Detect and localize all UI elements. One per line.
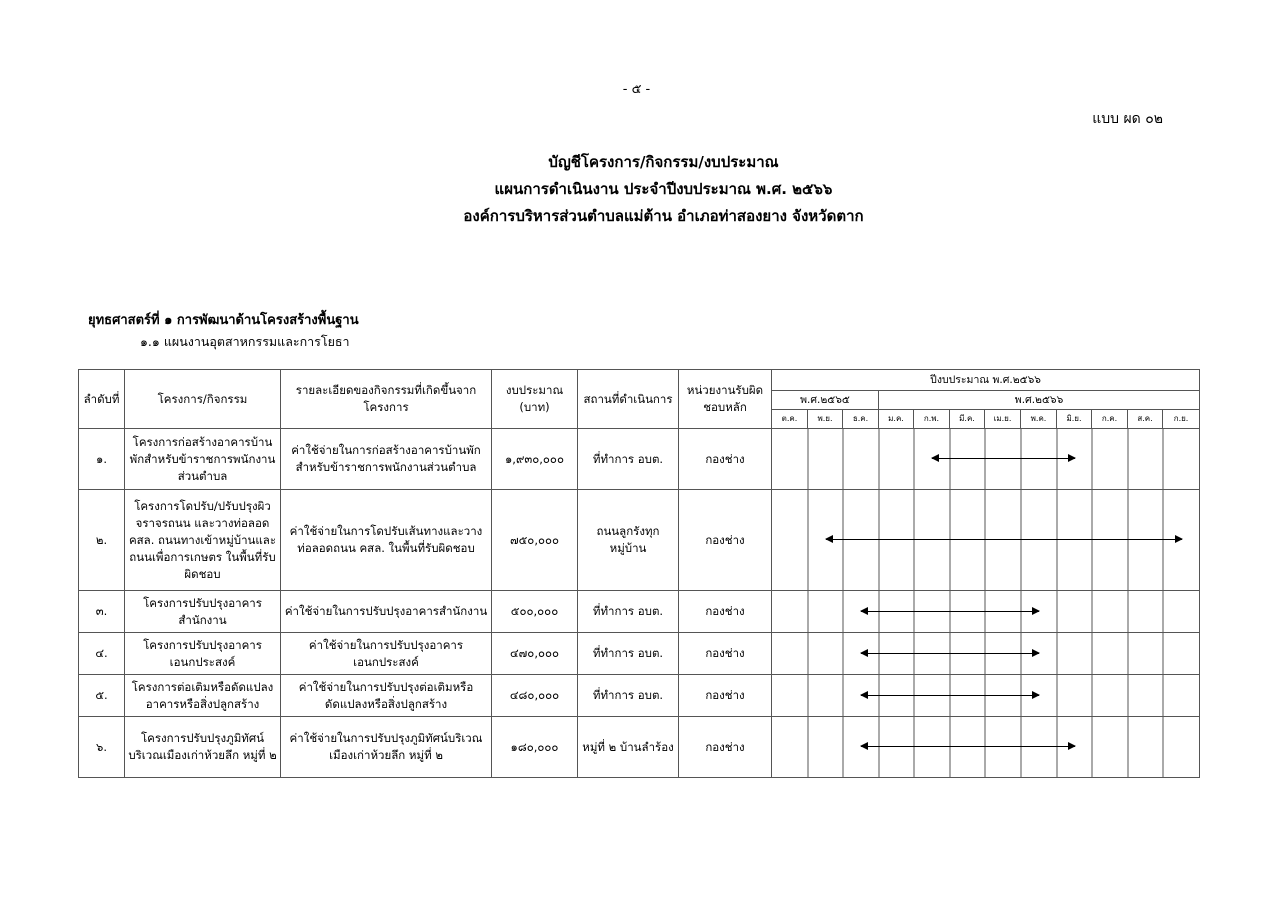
cell-budget: ๑๘๐,๐๐๐: [492, 717, 578, 778]
schedule-cell: [772, 490, 1200, 591]
header-month: ม.ค.: [879, 410, 914, 429]
cell-budget: ๑,๙๓๐,๐๐๐: [492, 429, 578, 490]
header-project: โครงการ/กิจกรรม: [125, 370, 281, 429]
cell-detail: ค่าใช้จ่ายในการปรับปรุงต่อเติมหรือดัดแปลงหรือสิ่งปลูกสร้าง: [281, 675, 492, 717]
cell-no: ๒.: [79, 490, 125, 591]
cell-budget: ๔๗๐,๐๐๐: [492, 633, 578, 675]
header-unit: หน่วยงานรับผิดชอบหลัก: [679, 370, 772, 429]
header-no: ลำดับที่: [79, 370, 125, 429]
cell-unit: กองช่าง: [679, 675, 772, 717]
cell-unit: กองช่าง: [679, 429, 772, 490]
header-month: พ.ย.: [808, 410, 843, 429]
cell-detail: ค่าใช้จ่ายในการปรับปรุงภูมิทัศน์บริเวณเมืองเก่าห้วยลึก หมู่ที่ ๒: [281, 717, 492, 778]
header-month: มิ.ย.: [1057, 410, 1092, 429]
cell-detail: ค่าใช้จ่ายในการก่อสร้างอาคารบ้านพักสำหรับข้าราชการพนักงานส่วนตำบล: [281, 429, 492, 490]
month-grid: [772, 591, 1200, 632]
header-year-2565: พ.ศ.๒๕๖๕: [772, 391, 879, 410]
table-row: [79, 490, 1200, 591]
table-row: [79, 675, 1200, 717]
month-grid: [772, 490, 1200, 590]
cell-project: โครงการต่อเติมหรือดัดแปลงอาคารหรือสิ่งปลูกสร้าง: [125, 675, 281, 717]
cell-no: ๔.: [79, 633, 125, 675]
cell-no: ๖.: [79, 717, 125, 778]
schedule-cell: [772, 591, 1200, 633]
schedule-cell: [772, 717, 1200, 778]
schedule-arrow: [861, 695, 1039, 696]
schedule-arrow: [826, 539, 1182, 540]
header-month: ก.พ.: [914, 410, 950, 429]
organization-name: องค์การบริหารส่วนตำบลแม่ต้าน อำเภอท่าสองยาง จังหวัดตาก: [463, 207, 864, 225]
cell-no: ๑.: [79, 429, 125, 490]
header-month: พ.ค.: [1021, 410, 1057, 429]
month-grid: [772, 429, 1200, 489]
schedule-arrow: [861, 653, 1039, 654]
header-month: เม.ย.: [985, 410, 1021, 429]
document-subtitle: แผนการดำเนินงาน ประจำปีงบประมาณ พ.ศ. ๒๕๖๖: [494, 180, 833, 198]
form-code: แบบ ผด ๐๒: [1092, 111, 1163, 127]
schedule-arrow: [932, 458, 1075, 459]
header-month: ส.ค.: [1128, 410, 1163, 429]
cell-project: โครงการก่อสร้างอาคารบ้านพักสำหรับข้าราชการพนักงานส่วนตำบล: [125, 429, 281, 490]
header-fiscal-year: ปีงบประมาณ พ.ศ.๒๕๖๖: [772, 370, 1200, 391]
cell-unit: กองช่าง: [679, 717, 772, 778]
schedule-cell: [772, 429, 1200, 490]
cell-project: โครงการปรับปรุงอาคารสำนักงาน: [125, 591, 281, 633]
header-month: ก.ค.: [1092, 410, 1128, 429]
cell-no: ๓.: [79, 591, 125, 633]
cell-detail: ค่าใช้จ่ายในการปรับปรุงอาคารเอนกประสงค์: [281, 633, 492, 675]
cell-project: โครงการปรับปรุงอาคารเอนกประสงค์: [125, 633, 281, 675]
table-row: [79, 717, 1200, 778]
cell-location: ที่ทำการ อบต.: [578, 633, 679, 675]
header-location: สถานที่ดำเนินการ: [578, 370, 679, 429]
cell-project: โครงการโดปรับ/ปรับปรุงผิวจราจรถนน และวางท่อลอด คสล. ถนนทางเข้าหมู่บ้านและถนนเพื่อการเกษตร ในพื้นที่รับผิดชอบ: [125, 490, 281, 591]
table-row: [79, 633, 1200, 675]
header-year-2566: พ.ศ.๒๕๖๖: [879, 391, 1200, 410]
header-budget: งบประมาณ (บาท): [492, 370, 578, 429]
cell-location: หมู่ที่ ๒ บ้านลำร้อง: [578, 717, 679, 778]
schedule-cell: [772, 633, 1200, 675]
header-month: ธ.ค.: [843, 410, 879, 429]
cell-location: ถนนลูกรังทุกหมู่บ้าน: [578, 490, 679, 591]
cell-project: โครงการปรับปรุงภูมิทัศน์บริเวณเมืองเก่าห้วยลึก หมู่ที่ ๒: [125, 717, 281, 778]
cell-budget: ๗๕๐,๐๐๐: [492, 490, 578, 591]
cell-location: ที่ทำการ อบต.: [578, 429, 679, 490]
table-row: [79, 591, 1200, 633]
schedule-arrow: [861, 611, 1039, 612]
cell-no: ๕.: [79, 675, 125, 717]
header-month: ต.ค.: [772, 410, 808, 429]
cell-unit: กองช่าง: [679, 633, 772, 675]
strategy-heading: ยุทธศาสตร์ที่ ๑ การพัฒนาด้านโครงสร้างพื้นฐาน: [88, 313, 359, 328]
table-row: [79, 429, 1200, 490]
plan-heading: ๑.๑ แผนงานอุตสาหกรรมและการโยธา: [140, 334, 350, 349]
header-detail: รายละเอียดของกิจกรรมที่เกิดขึ้นจากโครงการ: [281, 370, 492, 429]
document-title: บัญชีโครงการ/กิจกรรม/งบประมาณ: [548, 153, 779, 171]
month-grid: [772, 675, 1200, 716]
schedule-cell: [772, 675, 1200, 717]
cell-location: ที่ทำการ อบต.: [578, 675, 679, 717]
page-number: - ๕ -: [622, 82, 651, 97]
header-month: มี.ค.: [950, 410, 985, 429]
schedule-arrow: [861, 746, 1075, 747]
month-grid: [772, 717, 1200, 777]
cell-detail: ค่าใช้จ่ายในการปรับปรุงอาคารสำนักงาน: [281, 591, 492, 633]
cell-budget: ๔๘๐,๐๐๐: [492, 675, 578, 717]
header-month: ก.ย.: [1163, 410, 1200, 429]
month-grid: [772, 633, 1200, 674]
cell-location: ที่ทำการ อบต.: [578, 591, 679, 633]
cell-unit: กองช่าง: [679, 591, 772, 633]
project-table: [78, 369, 1200, 778]
cell-budget: ๕๐๐,๐๐๐: [492, 591, 578, 633]
cell-unit: กองช่าง: [679, 490, 772, 591]
cell-detail: ค่าใช้จ่ายในการโดปรับเส้นทางและวางท่อลอดถนน คสล. ในพื้นที่รับผิดชอบ: [281, 490, 492, 591]
